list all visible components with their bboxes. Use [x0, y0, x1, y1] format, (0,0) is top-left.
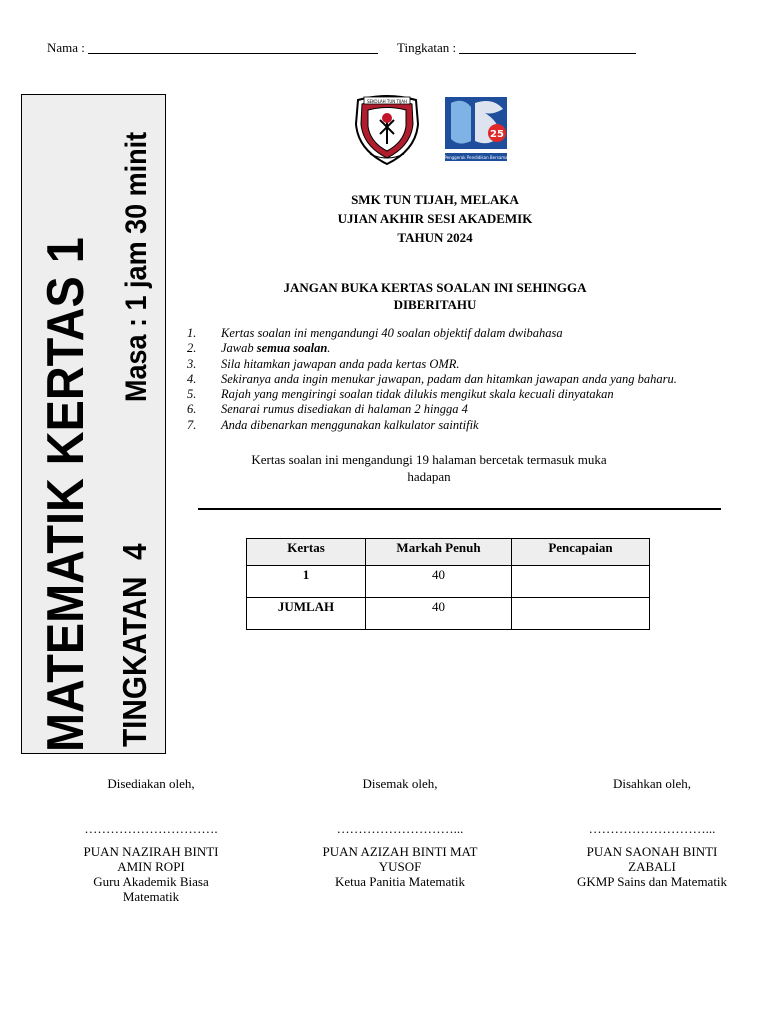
table-header-row: [247, 539, 650, 566]
signer-name: YUSOF: [378, 859, 422, 874]
signer-title: Ketua Panitia Matematik: [335, 874, 465, 889]
instruction-item: 7. Anda dibenarkan menggunakan kalkulator saintifik: [187, 417, 479, 432]
instructions-list: [187, 326, 677, 433]
svg-text:SEKOLAH TUN TIJAH: SEKOLAH TUN TIJAH: [366, 99, 408, 104]
warning-line-1: JANGAN BUKA KERTAS SOALAN INI SEHINGGA: [283, 280, 587, 295]
instruction-item: 6. Senarai rumus disediakan di halaman 2 hingga 4: [187, 402, 468, 417]
table-row: [247, 566, 650, 598]
duration-title: Masa : 1 jam 30 minit: [120, 131, 153, 402]
school-heading: [230, 190, 640, 247]
signature-line: ………………………...: [336, 821, 464, 836]
exam-year: TAHUN 2024: [397, 230, 473, 245]
signature-prepared: [41, 776, 261, 904]
column-header: Pencapaian: [512, 539, 650, 566]
form-field-row: [397, 40, 636, 56]
column-header: Markah Penuh: [366, 539, 512, 566]
anniversary-badge-logo: [441, 93, 511, 170]
name-field-row: [47, 40, 378, 56]
instruction-item: 4. Sekiranya anda ingin menukar jawapan, padam dan hitamkan jawapan anda yang baharu.: [187, 371, 677, 386]
signer-title: Matematik: [122, 889, 180, 904]
form-title: TINGKATAN 4: [116, 543, 153, 747]
svg-text:25: 25: [490, 129, 504, 140]
svg-text:Penggerak Pendidikan Bersama: Penggerak Pendidikan Bersama: [444, 155, 508, 160]
signature-role: Disahkan oleh,: [613, 776, 691, 791]
table-cell: 40: [366, 598, 512, 630]
subject-title: MATEMATIK KERTAS 1: [37, 237, 95, 752]
signer-name: AMIN ROPI: [117, 859, 185, 874]
name-label: Nama :: [47, 40, 85, 55]
signer-name: PUAN AZIZAH BINTI MAT: [322, 844, 478, 859]
page-count-note: Kertas soalan ini mengandungi 19 halaman bercetak termasuk muka hadapan: [251, 452, 607, 484]
table-cell: JUMLAH: [247, 598, 366, 630]
table-cell: 1: [247, 566, 366, 598]
name-blank[interactable]: [88, 40, 378, 54]
divider-line: [198, 508, 721, 510]
signature-role: Disemak oleh,: [362, 776, 438, 791]
form-label: Tingkatan :: [397, 40, 457, 55]
marks-table: [246, 538, 650, 630]
table-row: [247, 598, 650, 630]
signature-reviewed: [290, 776, 510, 889]
signer-name: PUAN NAZIRAH BINTI: [83, 844, 219, 859]
instruction-item: 2. Jawab semua soalan.: [187, 341, 331, 356]
signer-title: Guru Akademik Biasa: [93, 874, 209, 889]
school-name: SMK TUN TIJAH, MELAKA: [351, 192, 519, 207]
signature-approved: [542, 776, 762, 889]
signature-role: Disediakan oleh,: [107, 776, 195, 791]
instruction-item: 3. Sila hitamkan jawapan anda pada kertas OMR.: [187, 356, 460, 371]
achievement-cell[interactable]: [512, 598, 650, 630]
signer-name: ZABALI: [628, 859, 676, 874]
signature-line: ………………………...: [588, 821, 716, 836]
exam-name: UJIAN AKHIR SESI AKADEMIK: [337, 211, 533, 226]
column-header: Kertas: [247, 539, 366, 566]
signer-title: GKMP Sains dan Matematik: [576, 874, 728, 889]
form-blank[interactable]: [459, 40, 636, 54]
instruction-item: 5. Rajah yang mengiringi soalan tidak dilukis mengikut skala kecuali dinyatakan: [187, 387, 614, 402]
warning-line-2: DIBERITAHU: [393, 297, 477, 312]
table-cell: 40: [366, 566, 512, 598]
signature-line: ………………………….: [84, 821, 218, 836]
instruction-item: 1. Kertas soalan ini mengandungi 40 soalan objektif dalam dwibahasa: [187, 326, 563, 340]
achievement-cell[interactable]: [512, 566, 650, 598]
warning-block: [230, 279, 640, 313]
school-crest-logo: [350, 94, 424, 171]
signer-name: PUAN SAONAH BINTI: [586, 844, 718, 859]
